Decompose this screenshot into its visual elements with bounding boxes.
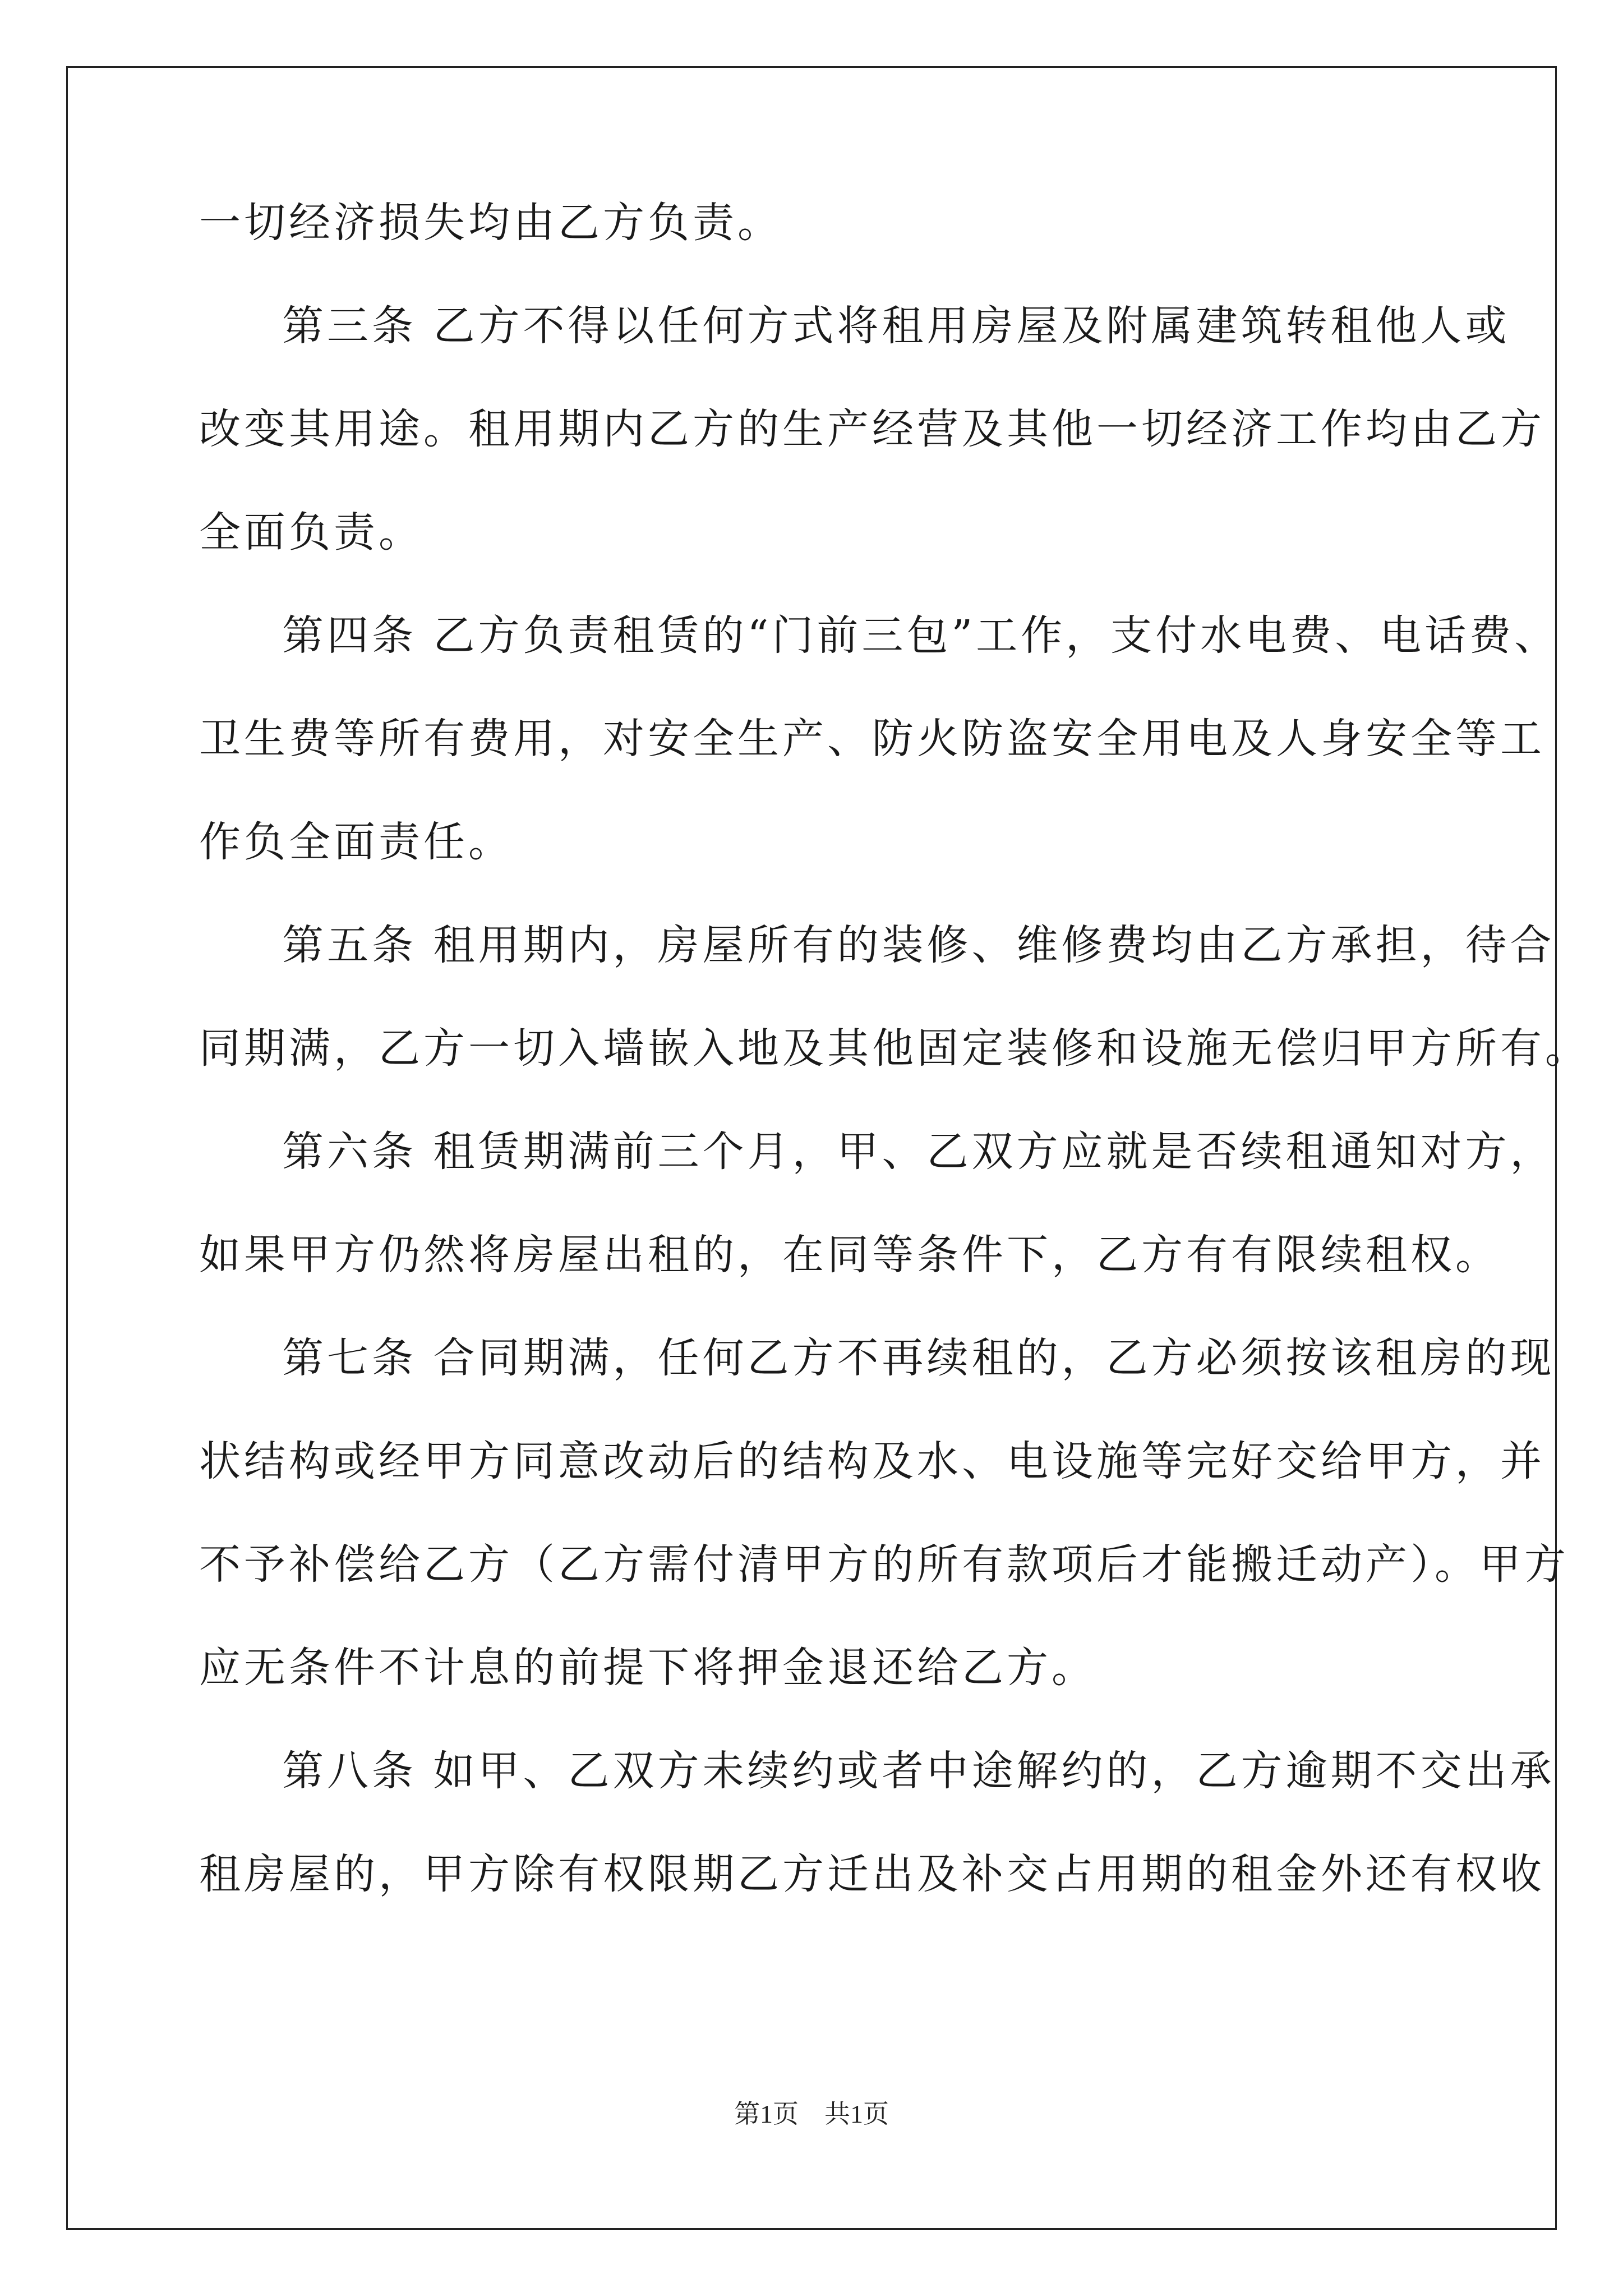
text-line: 同期满，乙方一切入墙嵌入地及其他固定装修和设施无偿归甲方所有。 <box>199 1024 1590 1073</box>
text-line: 全面负责。 <box>199 508 423 556</box>
text-line: 应无条件不计息的前提下将押金退还给乙方。 <box>199 1644 1096 1692</box>
paragraph-article-4: 第四条 乙方负责租赁的“门前三包”工作，支付水电费、电话费、 <box>282 611 1560 660</box>
text-line: 作负全面责任。 <box>199 818 513 866</box>
text-line: 状结构或经甲方同意改动后的结构及水、电设施等完好交给甲方，并 <box>199 1437 1545 1485</box>
text-line: 租房屋的，甲方除有权限期乙方迁出及补交占用期的租金外还有权收 <box>199 1850 1545 1898</box>
text-line: 不予补偿给乙方（乙方需付清甲方的所有款项后才能搬迁动产）。甲方 <box>199 1540 1569 1589</box>
text-line: 改变其用途。租用期内乙方的生产经营及其他一切经济工作均由乙方 <box>199 405 1545 453</box>
paragraph-article-7: 第七条 合同期满，任何乙方不再续租的，乙方必须按该租房的现 <box>282 1334 1555 1382</box>
paragraph-article-8: 第八条 如甲、乙双方未续约或者中途解约的，乙方逾期不交出承 <box>282 1747 1555 1795</box>
text-line: 如果甲方仍然将房屋出租的，在同等条件下，乙方有有限续租权。 <box>199 1231 1500 1279</box>
paragraph-article-3: 第三条 乙方不得以任何方式将租用房屋及附属建筑转租他人或 <box>282 302 1510 350</box>
page-number-footer: 第1页 共1页 <box>734 2100 889 2128</box>
text-line: 卫生费等所有费用，对安全生产、防火防盗安全用电及人身安全等工 <box>199 715 1545 763</box>
paragraph-article-6: 第六条 租赁期满前三个月，甲、乙双方应就是否续租通知对方， <box>282 1128 1555 1176</box>
text-line: 一切经济损失均由乙方负责。 <box>199 199 782 247</box>
paragraph-article-5: 第五条 租用期内，房屋所有的装修、维修费均由乙方承担，待合 <box>282 921 1555 969</box>
